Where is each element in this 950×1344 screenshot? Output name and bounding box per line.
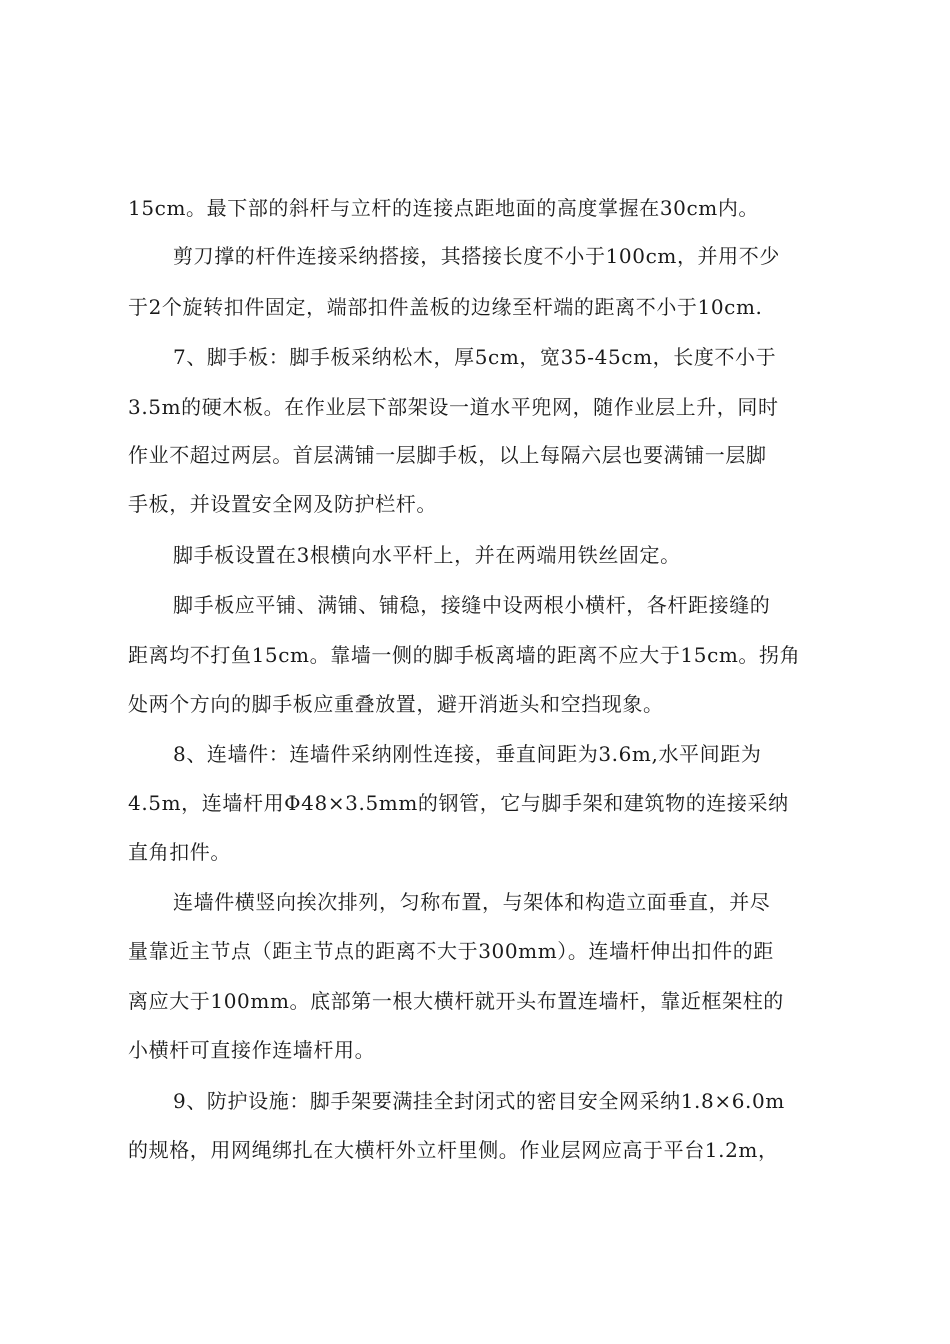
text-line-10: 距离均不打鱼15cm。靠墙一侧的脚手板离墙的距离不应大于15cm。拐角 <box>128 643 801 667</box>
text-line-20: 的规格，用网绳绑扎在大横杆外立杆里侧。作业层网应高于平台1.2m， <box>128 1138 779 1162</box>
text-line-9: 脚手板应平铺、满铺、铺稳，接缝中设两根小横杆，各杆距接缝的 <box>173 593 771 617</box>
text-line-19: 9、防护设施：脚手架要满挂全封闭式的密目安全网采纳1.8×6.0m <box>173 1089 785 1113</box>
text-line-11: 处两个方向的脚手板应重叠放置，避开消逝头和空挡现象。 <box>128 692 664 716</box>
text-line-18: 小横杆可直接作连墙杆用。 <box>128 1038 376 1062</box>
text-line-5: 3.5m的硬木板。在作业层下部架设一道水平兜网，随作业层上升，同时 <box>128 395 779 419</box>
text-line-2: 剪刀撑的杆件连接采纳搭接，其搭接长度不小于100cm，并用不少 <box>173 244 780 268</box>
text-line-13: 4.5m，连墙杆用Φ48×3.5mm的钢管，它与脚手架和建筑物的连接采纳 <box>128 791 789 815</box>
text-line-12: 8、连墙件：连墙件采纳刚性连接，垂直间距为3.6m,水平间距为 <box>173 742 762 766</box>
text-line-1: 15cm。最下部的斜杆与立杆的连接点距地面的高度掌握在30cm内。 <box>128 196 760 220</box>
text-line-8: 脚手板设置在3根横向水平杆上，并在两端用铁丝固定。 <box>173 543 681 567</box>
text-line-6: 作业不超过两层。首层满铺一层脚手板，以上每隔六层也要满铺一层脚 <box>128 443 767 467</box>
text-line-4: 7、脚手板：脚手板采纳松木，厚5cm，宽35-45cm，长度不小于 <box>173 345 777 369</box>
text-line-15: 连墙件横竖向挨次排列，匀称布置，与架体和构造立面垂直，并尽 <box>173 890 771 914</box>
text-line-17: 离应大于100mm。底部第一根大横杆就开头布置连墙杆，靠近框架柱的 <box>128 989 784 1013</box>
text-line-3: 于2个旋转扣件固定，端部扣件盖板的边缘至杆端的距离不小于10cm. <box>128 295 763 319</box>
text-line-16: 量靠近主节点（距主节点的距离不大于300mm）。连墙杆伸出扣件的距 <box>128 939 774 963</box>
text-line-14: 直角扣件。 <box>128 840 231 864</box>
text-line-7: 手板，并设置安全网及防护栏杆。 <box>128 492 437 516</box>
